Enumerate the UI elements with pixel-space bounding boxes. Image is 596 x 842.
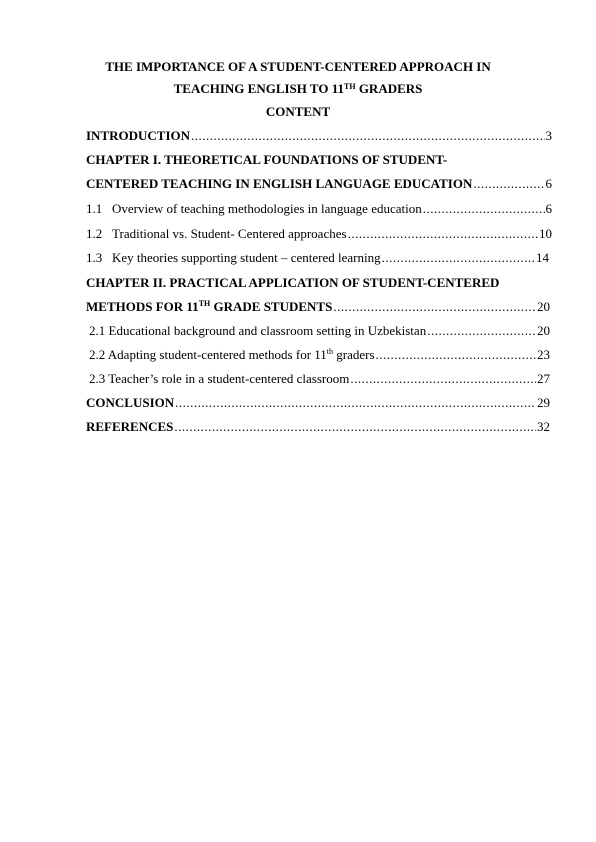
toc-page-number: 20 [537,299,550,314]
toc-page-number: 10 [539,226,552,241]
toc-page-number: 32 [537,419,550,434]
toc-entry-1-3[interactable]: 1.3 Key theories supporting student – centered learning ..... 14 [86,248,549,268]
toc-page-number: 6 [545,176,552,191]
contents-heading: CONTENT [265,104,331,119]
toc-page-number: 27 [537,371,550,386]
toc-entry-introduction[interactable]: INTRODUCTION ..... 3 [86,126,552,146]
toc-page-number: 29 [537,395,550,410]
toc-entry-2-2[interactable]: 2.2 Adapting student-centered methods for 11th graders ..... 23 [86,345,550,365]
toc-page-number: 23 [537,347,550,362]
toc-page-number: 14 [536,250,549,265]
toc-entry-2-1[interactable]: 2.1 Educational background and classroom setting in Uzbekistan ..... 20 [86,321,550,341]
toc-page-number: 3 [545,128,552,143]
title-line-2: TEACHING ENGLISH TO 11TH GRADERS [173,81,423,96]
toc-entry-chapter2-line1[interactable]: CHAPTER II. PRACTICAL APPLICATION OF STUDENT-CENTERED [86,275,500,290]
toc-entry-1-2[interactable]: 1.2 Traditional vs. Student- Centered approaches ..... 10 [86,224,552,244]
toc-entry-chapter1-line2[interactable]: CENTERED TEACHING IN ENGLISH LANGUAGE EDUCATION ..... 6 [86,174,552,194]
toc-page-number: 20 [537,323,550,338]
toc-entry-2-3[interactable]: 2.3 Teacher’s role in a student-centered classroom ..... 27 [86,369,550,389]
toc-entry-1-1[interactable]: 1.1 Overview of teaching methodologies in language education ..... 6 [86,199,552,219]
toc-entry-references[interactable]: REFERENCES ..... 32 [86,417,550,437]
toc-entry-conclusion[interactable]: CONCLUSION ..... 29 [86,393,550,413]
toc-entry-chapter2-line2[interactable]: METHODS FOR 11TH GRADE STUDENTS ..... 20 [86,297,550,317]
title-line-1: THE IMPORTANCE OF A STUDENT-CENTERED APPROACH IN [105,59,491,74]
toc-entry-chapter1-line1[interactable]: CHAPTER I. THEORETICAL FOUNDATIONS OF STUDENT- [86,152,448,167]
toc-page-number: 6 [545,201,552,216]
